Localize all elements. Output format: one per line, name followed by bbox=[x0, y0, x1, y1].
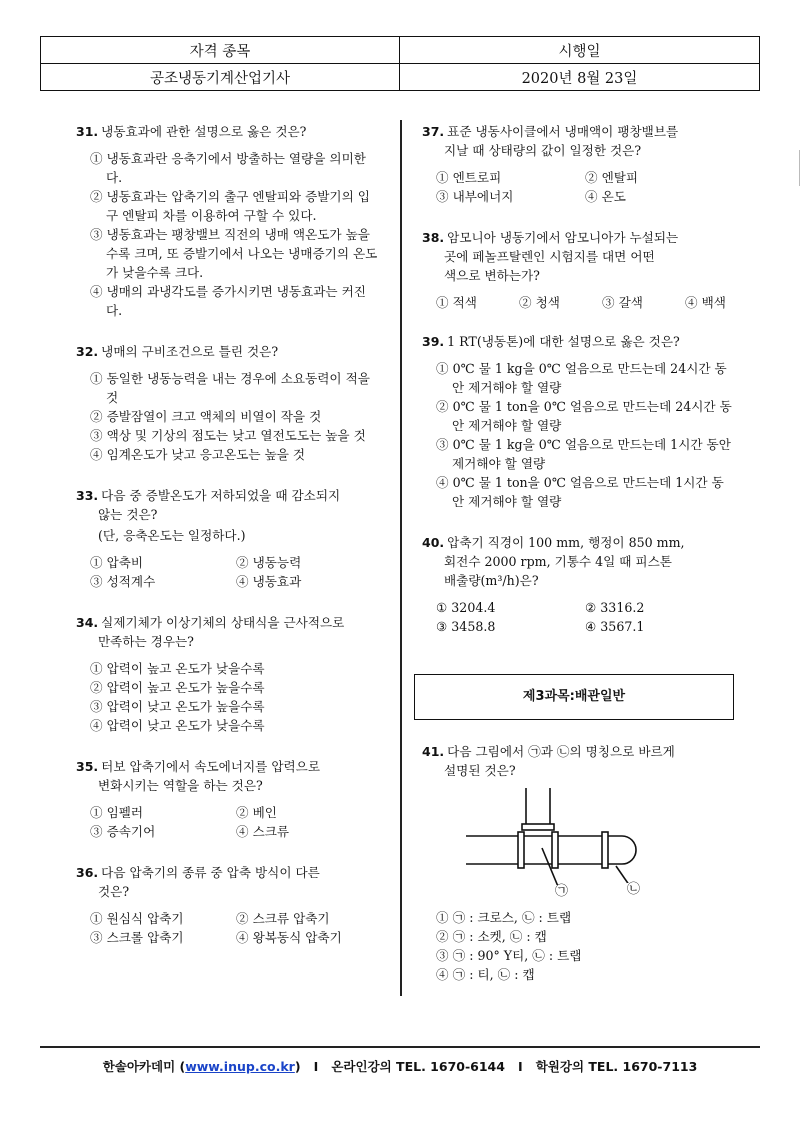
question-stem bbox=[422, 742, 734, 761]
question-stem bbox=[76, 342, 382, 361]
answer-options bbox=[76, 149, 382, 320]
answer-option[interactable]: ② ㉠ : 소켓, ㉡ : 캡 bbox=[436, 929, 547, 944]
question-stem bbox=[76, 486, 382, 505]
answer-option[interactable]: ③ 냉동효과는 팽창밸브 직전의 냉매 액온도가 높을수록 크며, 또 증발기에서 나오는 냉매증기의 온도가 낮을수록 크다. bbox=[90, 227, 378, 280]
question-block bbox=[76, 122, 382, 320]
question-block bbox=[76, 613, 382, 735]
answer-option[interactable]: ④ 왕복동식 압축기 bbox=[236, 930, 342, 945]
section-title: 제3과목:배관일반 bbox=[414, 674, 734, 720]
footer-separator: I bbox=[518, 1059, 523, 1074]
header-date-label: 시행일 bbox=[400, 37, 760, 64]
answer-option[interactable]: ① 3204.4 bbox=[436, 600, 496, 615]
question-number: 34. bbox=[76, 615, 99, 630]
answer-option[interactable]: ③ 스크롤 압축기 bbox=[90, 930, 184, 945]
question-block bbox=[422, 533, 734, 636]
question-text: 압축기 직경이 100 mm, 행정이 850 mm, bbox=[447, 535, 685, 550]
answer-option[interactable]: ④ 스크류 bbox=[236, 824, 290, 839]
answer-option[interactable]: ③ 증속기어 bbox=[90, 824, 156, 839]
question-stem: 것은? bbox=[98, 884, 130, 899]
answer-option[interactable]: ② 엔탈피 bbox=[585, 170, 639, 185]
question-number: 38. bbox=[422, 230, 445, 245]
page-footer bbox=[40, 1057, 760, 1075]
question-stem bbox=[76, 757, 382, 776]
question-text: 다음 중 증발온도가 저하되었을 때 감소되지 bbox=[101, 488, 341, 503]
figure-label-2: ㉡ bbox=[627, 882, 641, 897]
question-stem: 배출량(m³/h)은? bbox=[444, 573, 539, 588]
answer-options bbox=[422, 598, 734, 636]
answer-options bbox=[76, 803, 382, 841]
question-text: 냉매의 구비조건으로 틀린 것은? bbox=[101, 344, 279, 359]
footer-url-link[interactable]: www.inup.co.kr bbox=[185, 1059, 295, 1074]
question-stem bbox=[422, 332, 734, 351]
answer-option[interactable]: ① ㉠ : 크로스, ㉡ : 트랩 bbox=[436, 910, 572, 925]
header-subject-value: 공조냉동기계산업기사 bbox=[41, 64, 400, 91]
pipe-fitting-figure bbox=[466, 788, 666, 900]
question-text: 터보 압축기에서 속도에너지를 압력으로 bbox=[101, 759, 320, 774]
question-stem: 곳에 페놀프탈렌인 시험지를 대면 어떤 bbox=[444, 249, 655, 264]
question-number: 37. bbox=[422, 124, 445, 139]
answer-option[interactable]: ① 임펠러 bbox=[90, 805, 144, 820]
answer-option[interactable]: ② 압력이 높고 온도가 높을수록 bbox=[90, 680, 265, 695]
question-block bbox=[422, 742, 734, 984]
question-text: 1 RT(냉동톤)에 대한 설명으로 옳은 것은? bbox=[447, 334, 680, 349]
answer-options bbox=[422, 908, 734, 984]
answer-option[interactable]: ① 0℃ 물 1 kg을 0℃ 얼음으로 만드는데 24시간 동안 제거해야 할 열량 bbox=[436, 361, 727, 395]
answer-option[interactable]: ① 압력이 높고 온도가 낮을수록 bbox=[90, 661, 265, 676]
question-stem bbox=[422, 122, 734, 141]
answer-options bbox=[76, 909, 382, 947]
answer-option[interactable]: ④ 온도 bbox=[585, 189, 626, 204]
exam-header-table bbox=[40, 36, 760, 91]
question-stem bbox=[76, 863, 382, 882]
answer-option[interactable]: ③ 압력이 낮고 온도가 높을수록 bbox=[90, 699, 265, 714]
answer-option[interactable]: ② 청색 bbox=[519, 295, 560, 310]
question-text: 실제기체가 이상기체의 상태식을 근사적으로 bbox=[101, 615, 345, 630]
answer-option[interactable]: ① 엔트로피 bbox=[436, 170, 502, 185]
question-stem bbox=[76, 122, 382, 141]
answer-options bbox=[76, 553, 382, 591]
left-column bbox=[76, 122, 382, 947]
answer-options bbox=[422, 168, 734, 206]
answer-option[interactable]: ④ 3567.1 bbox=[585, 619, 645, 634]
question-stem bbox=[422, 533, 734, 552]
question-number: 35. bbox=[76, 759, 99, 774]
answer-option[interactable]: ② 스크류 압축기 bbox=[236, 911, 330, 926]
question-block bbox=[422, 228, 734, 312]
answer-options bbox=[76, 659, 382, 735]
answer-options bbox=[422, 359, 734, 511]
answer-option[interactable]: ④ 압력이 낮고 온도가 낮을수록 bbox=[90, 718, 265, 733]
answer-option[interactable]: ① 냉동효과란 응축기에서 방출하는 열량을 의미한다. bbox=[90, 151, 366, 185]
answer-option[interactable]: ④ ㉠ : 티, ㉡ : 캡 bbox=[436, 967, 535, 982]
answer-option[interactable]: ③ 0℃ 물 1 kg을 0℃ 얼음으로 만드는데 1시간 동안 제거해야 할 열량 bbox=[436, 437, 731, 471]
question-block bbox=[422, 122, 734, 206]
question-text: 냉동효과에 관한 설명으로 옳은 것은? bbox=[101, 124, 307, 139]
answer-option[interactable]: ③ 3458.8 bbox=[436, 619, 496, 634]
answer-option[interactable]: ② 베인 bbox=[236, 805, 277, 820]
answer-option[interactable]: ③ 액상 및 기상의 점도는 낮고 열전도도는 높을 것 bbox=[90, 428, 366, 443]
question-text: 암모니아 냉동기에서 암모니아가 누설되는 bbox=[447, 230, 679, 245]
footer-academy: 한솔아카데미 ( bbox=[102, 1059, 186, 1074]
answer-option[interactable]: ① 원심식 압축기 bbox=[90, 911, 184, 926]
question-stem: 만족하는 경우는? bbox=[98, 634, 194, 649]
right-column bbox=[422, 122, 734, 984]
question-number: 32. bbox=[76, 344, 99, 359]
footer-academy-close: ) bbox=[294, 1059, 301, 1074]
question-number: 39. bbox=[422, 334, 445, 349]
question-stem: 변화시키는 역할을 하는 것은? bbox=[98, 778, 263, 793]
answer-option[interactable]: ④ 임계온도가 낮고 응고온도는 높을 것 bbox=[90, 447, 306, 462]
question-text: 다음 그림에서 ㉠과 ㉡의 명칭으로 바르게 bbox=[447, 744, 675, 759]
question-number: 36. bbox=[76, 865, 99, 880]
header-date-value: 2020년 8월 23일 bbox=[400, 64, 760, 91]
answer-option[interactable]: ① 동일한 냉동능력을 내는 경우에 소요동력이 적을 것 bbox=[90, 371, 370, 405]
answer-options bbox=[76, 369, 382, 464]
answer-option[interactable]: ② 냉동효과는 압축기의 출구 엔탈피와 증발기의 입구 엔탈피 차를 이용하여 구할 수 있다. bbox=[90, 189, 370, 223]
question-stem: 설명된 것은? bbox=[444, 763, 516, 778]
question-block bbox=[422, 332, 734, 511]
question-number: 33. bbox=[76, 488, 99, 503]
question-stem: 않는 것은? bbox=[98, 507, 158, 522]
question-block bbox=[76, 757, 382, 841]
answer-options bbox=[422, 293, 734, 312]
answer-option[interactable]: ② 냉동능력 bbox=[236, 555, 302, 570]
question-number: 31. bbox=[76, 124, 99, 139]
footer-separator: I bbox=[313, 1059, 319, 1074]
answer-option[interactable]: ④ 냉동효과 bbox=[236, 574, 302, 589]
answer-option[interactable]: ④ 0℃ 물 1 ton을 0℃ 얼음으로 만드는데 1시간 동안 제거해야 할 열량 bbox=[436, 475, 724, 509]
question-block bbox=[76, 863, 382, 947]
header-subject-label: 자격 종목 bbox=[41, 37, 400, 64]
question-number: 40. bbox=[422, 535, 445, 550]
figure-label-1: ㉠ bbox=[555, 884, 569, 899]
question-stem: 지날 때 상태량의 값이 일정한 것은? bbox=[444, 143, 642, 158]
question-block bbox=[76, 342, 382, 464]
question-block bbox=[76, 486, 382, 591]
question-stem bbox=[76, 613, 382, 632]
answer-option[interactable]: ④ 백색 bbox=[685, 295, 726, 310]
answer-option[interactable]: ③ ㉠ : 90° Y티, ㉡ : 트랩 bbox=[436, 948, 582, 963]
answer-option[interactable]: ① 적색 bbox=[436, 295, 477, 310]
question-text: 표준 냉동사이클에서 냉매액이 팽창밸브를 bbox=[447, 124, 679, 139]
answer-option[interactable]: ③ 내부에너지 bbox=[436, 189, 514, 204]
question-text: 다음 압축기의 종류 중 압축 방식이 다른 bbox=[101, 865, 320, 880]
footer-divider bbox=[40, 1046, 760, 1048]
question-number: 41. bbox=[422, 744, 445, 759]
answer-option[interactable]: ③ 갈색 bbox=[602, 295, 643, 310]
answer-option[interactable]: ② 3316.2 bbox=[585, 600, 645, 615]
column-divider bbox=[400, 120, 402, 996]
answer-option[interactable]: ④ 냉매의 과냉각도를 증가시키면 냉동효과는 커진다. bbox=[90, 284, 366, 318]
answer-option[interactable]: ① 압축비 bbox=[90, 555, 144, 570]
footer-online-phone: 온라인강의 TEL. 1670-6144 bbox=[331, 1059, 505, 1074]
answer-option[interactable]: ② 0℃ 물 1 ton을 0℃ 얼음으로 만드는데 24시간 동안 제거해야 할 열량 bbox=[436, 399, 732, 433]
answer-option[interactable]: ③ 성적계수 bbox=[90, 574, 156, 589]
footer-offline-phone: 학원강의 TEL. 1670-7113 bbox=[535, 1059, 698, 1074]
question-note: (단, 응축온도는 일정하다.) bbox=[98, 528, 246, 543]
answer-option[interactable]: ② 증발잠열이 크고 액체의 비열이 작을 것 bbox=[90, 409, 322, 424]
question-stem: 회전수 2000 rpm, 기통수 4일 때 피스톤 bbox=[444, 554, 672, 569]
question-stem bbox=[422, 228, 734, 247]
question-stem: 색으로 변하는가? bbox=[444, 268, 540, 283]
